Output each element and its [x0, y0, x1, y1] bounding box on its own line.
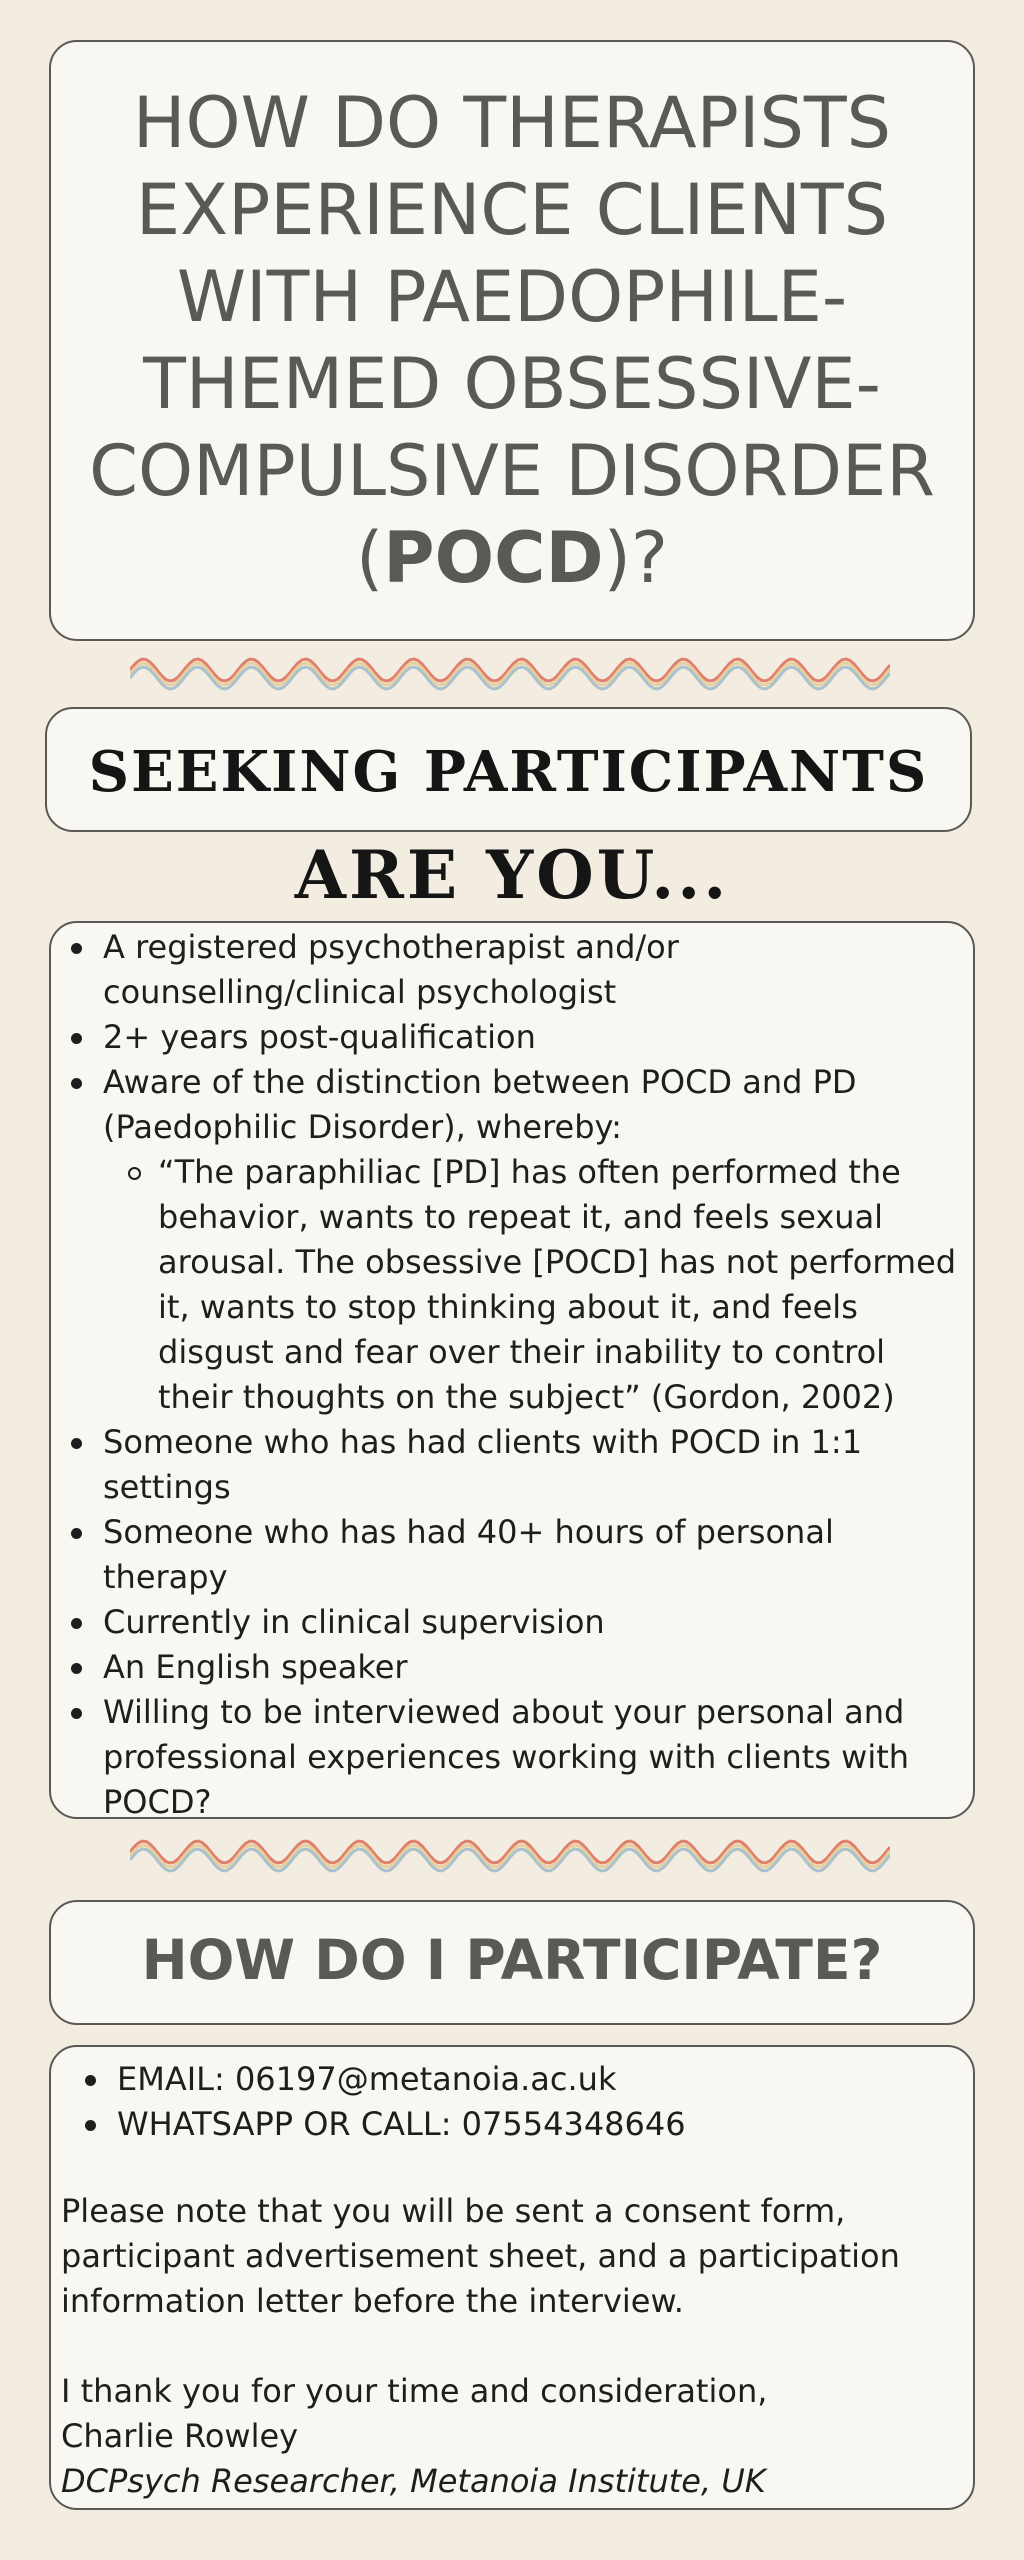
criteria-item: Someone who has had clients with POCD in 1:1 settings [103, 1420, 965, 1510]
participate-heading: HOW DO I PARTICIPATE? [141, 1928, 883, 1992]
title-line: EXPERIENCE CLIENTS [135, 169, 889, 251]
criteria-item: A registered psychotherapist and/or counselling/clinical psychologist [103, 925, 965, 1015]
page-title [51, 80, 973, 602]
criteria-item: 2+ years post-qualification [103, 1015, 965, 1060]
contact-list [117, 2057, 957, 2147]
seeking-heading: SEEKING PARTICIPANTS [88, 739, 929, 805]
title-acronym: POCD [383, 517, 604, 599]
criteria-box [49, 921, 975, 1819]
contact-box [49, 2045, 975, 2510]
title-line: HOW DO THERAPISTS [132, 82, 892, 164]
criteria-item: Willing to be interviewed about your personal and professional experiences working with clients with POCD? [103, 1690, 965, 1825]
contact-phone[interactable]: WHATSAPP OR CALL: 07554348646 [117, 2102, 957, 2147]
note-paragraph: Please note that you will be sent a consent form, participant advertisement sheet, and a participation information letter before the interview. [61, 2192, 900, 2320]
title-paren: ( [355, 517, 384, 599]
title-line: THEMED OBSESSIVE- [143, 343, 881, 425]
seeking-box [45, 707, 972, 832]
author-name: Charlie Rowley [61, 2417, 299, 2455]
criteria-list [103, 923, 965, 1825]
thanks-line: I thank you for your time and consideration, [61, 2372, 768, 2410]
are-you-heading: ARE YOU... [294, 836, 730, 914]
wave-divider [130, 650, 890, 700]
title-close: )? [603, 517, 669, 599]
criteria-item: Someone who has had 40+ hours of personal therapy [103, 1510, 965, 1600]
criteria-item: An English speaker [103, 1645, 965, 1690]
title-line [51, 515, 973, 602]
author-role: DCPsych Researcher, Metanoia Institute, UK [61, 2462, 766, 2500]
signoff [61, 2369, 961, 2504]
criteria-item: Currently in clinical supervision [103, 1600, 965, 1645]
title-line: COMPULSIVE DISORDER [89, 430, 935, 512]
contact-email[interactable]: EMAIL: 06197@metanoia.ac.uk [117, 2057, 957, 2102]
title-line: WITH PAEDOPHILE- [176, 256, 848, 338]
wave-divider [130, 1832, 890, 1882]
criteria-subitem-quote: “The paraphiliac [PD] has often performed the behavior, wants to repeat it, and feels sexual arousal. The obsessive [POCD] has not performed it, wants to stop thinking about it, and feels disgust and fear over their inability to control their thoughts on the subject” (Gordon, 2002) [158, 1150, 965, 1420]
criteria-item: Aware of the distinction between POCD and PD (Paedophilic Disorder), whereby: [103, 1060, 965, 1150]
participate-box [49, 1900, 975, 2025]
title-box [49, 40, 975, 641]
